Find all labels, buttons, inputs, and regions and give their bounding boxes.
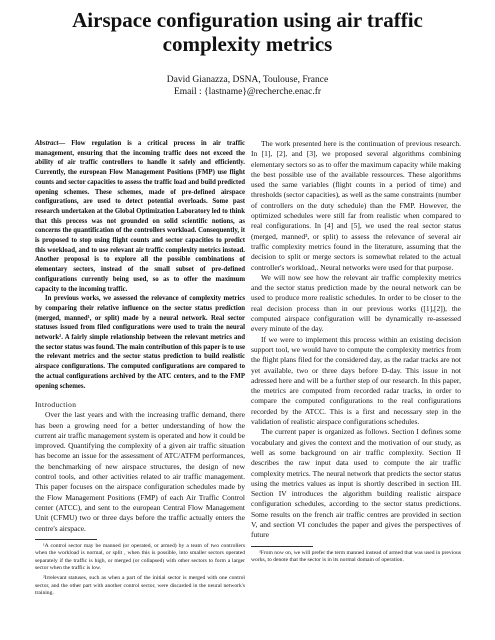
section-heading-introduction: Introduction: [35, 400, 77, 410]
email-line: Email : {lastname}@recherche.enac.fr: [173, 87, 322, 97]
intro-paragraph-1: Over the last years and with the increasing traffic demand, there has been a growing need for a better understanding of how the current air traffic management system is operated and how it could be improved. Quantifying the complexity of a given air traffic situation has become an issue for the assessment of ATC/ATFM performances, the benchmarking of new airspace structures, the design of new control tools, and other activities related to air traffic management. This paper focuses on the airspace configuration schedules made by the Flow Management Positions (FMP) of each Air Traffic Control center (ATCC), and sent to the european Central Flow Management Unit (CFMU) two or three days before the traffic actually enters the centre's airspace.: [35, 410, 245, 533]
abstract-text-1: Flow regulation is a critical process in air traffic management, ensuring that the incoming traffic does not exceed the ability of air traffic controllers to handle it safely and efficiently. Currently, the european Flow Management Positions (FMP) use flight counts and sector capacities to assess the traffic load and build predicted opening schemes. These schemes, made of pre-defined airspace configurations, are used to detect potential overloads. Some past research undertaken at the Global Optimization Laboratory led to think that this process was not grounded on solid scientific notions, as concerns the quantification of the controllers workload. Consequently, it is proposed to stop using flight counts and sector capacities to predict this workload, and to use relevant air traffic complexity metrics instead. Another proposal is to explore all the possible combinations of elementary sectors, instead of the small subset of pre-defined configurations currently being used, so as to offer the maximum capacity to the incoming traffic.: [35, 140, 245, 293]
footnote-1: ¹A control sector may be manned (or operated, or armed) by a team of two controllers when the workload is normal, or split , when this is possible, into smaller sectors operated separately if the traffic is high, or merged (or collapsed) with other sectors to form a larger sector when the traffic is low.: [35, 542, 245, 572]
intro-paragraph-5: The current paper is organized as follows. Section I defines some vocabulary and gives the context and the motivation of our study, as well as some background on air traffic complexity. Section II describes the raw input data used to compute the air traffic complexity metrics. The neural network that predicts the sector status using the metrics values as input is shortly described in section III. Section IV introduces the algorithm building realistic airspace configuration schedules, according to the sector status predictions. Some results on the french air traffic centres are provided in section V, and section VI concludes the paper and gives the perspectives of future: [251, 427, 461, 540]
footnote-3: ³From now on, we will prefer the term manned instead of armed that was used in previous works, to denote that the sector is in its normal domain of operation.: [251, 549, 461, 563]
paper-title: Airspace configuration using air traffic complexity metrics: [72, 8, 423, 56]
intro-paragraph-3: We will now see how the relevant air traffic complexity metrics and the sector status prediction made by the neural network can be used to produce more realistic schedules. In order to be closer to the real decision process than in our previous works ([1],[2]), the computed airspace configuration will be dynamically re-assessed every minute of the day.: [251, 272, 461, 334]
intro-paragraph-4: If we were to implement this process within an existing decision support tool, we would have to compute the complexity metrics from the flight plans filed for the considered day, as the radar tracks are not yet available, two or three days before D-day. This issue in not adressed here and will be a further step of our research. In this paper, the metrics are computed from recorded radar tracks, in order to compare the computed configurations to the real configurations recorded by the ATCC. This is a first and necessary step in the validation of realistic airspace configurations schedules.: [251, 334, 461, 427]
footnote-divider: [35, 539, 97, 540]
footnote-divider: [251, 546, 313, 547]
abstract-label: Abstract: [35, 140, 59, 147]
footnote-2: ²Irrelevant statuses, such as when a part of the initial sector is merged with one control sector, and the other part with another control sector, were discarded in the neural network's training.: [35, 575, 245, 597]
right-column: [251, 139, 461, 564]
abstract-paragraph-1: Abstract— Flow regulation is a critical process in air traffic management, ensuring that the incoming traffic does not exceed the ability of air traffic controllers to handle it safely and efficiently. Currently, the european Flow Management Positions (FMP) use flight counts and sector capacities to assess the traffic load and build predicted opening schemes. These schemes, made of pre-defined airspace configurations, are used to detect potential overloads. Some past research undertaken at the Global Optimization Laboratory led to think that this process was not grounded on solid scientific notions, as concerns the quantification of the controllers workload. Consequently, it is proposed to stop using flight counts and sector capacities to predict this workload, and to use relevant air traffic complexity metrics instead. Another proposal is to explore all the possible combinations of elementary sectors, instead of the small subset of pre-defined configurations currently being used, so as to offer the maximum capacity to the incoming traffic.: [35, 140, 245, 293]
intro-paragraph-2: The work presented here is the continuation of previous research. In [1], [2], and [3], we proposed several algorithms combining elementary sectors so as to offer the maximum capacity while making the best possible use of the available ressources. These algorithms used the same variables (flight counts in a period of time) and thresholds (sector capacities), as well as the same constraints (number of controllers on the duty schedule) than the FMP. However, the optimized schedules were still far from realistic when compared to real configurations. In [4] and [5], we used the real sector status (merged, manned³, or split) to assess the relevance of several air traffic complexity metrics found in the literature, assuming that the decision to split or merge sectors is somewhat related to the actual controller's workload,. Neural networks were used for that purpose.: [251, 139, 461, 272]
author-block: [40, 74, 455, 98]
abstract-paragraph-2: In previous works, we assessed the relevance of complexity metrics by comparing their relative influence on the sector status prediction (merged, manned¹, or split) made by a neural network. Real sector statuses issued from filed configurations were used to train the neural network². A fairly simple relationship between the relevant metrics and the sector status was found. The main contribution of this paper is to use the relevant metrics and the sector status prediction to build realistic airspace configurations. The computed configurations are compared to the actual configurations archived by the ATC centers, and to the FMP opening schemes.: [35, 295, 245, 390]
left-column: [35, 139, 245, 598]
author-line: David Gianazza, DSNA, Toulouse, France: [166, 75, 329, 85]
